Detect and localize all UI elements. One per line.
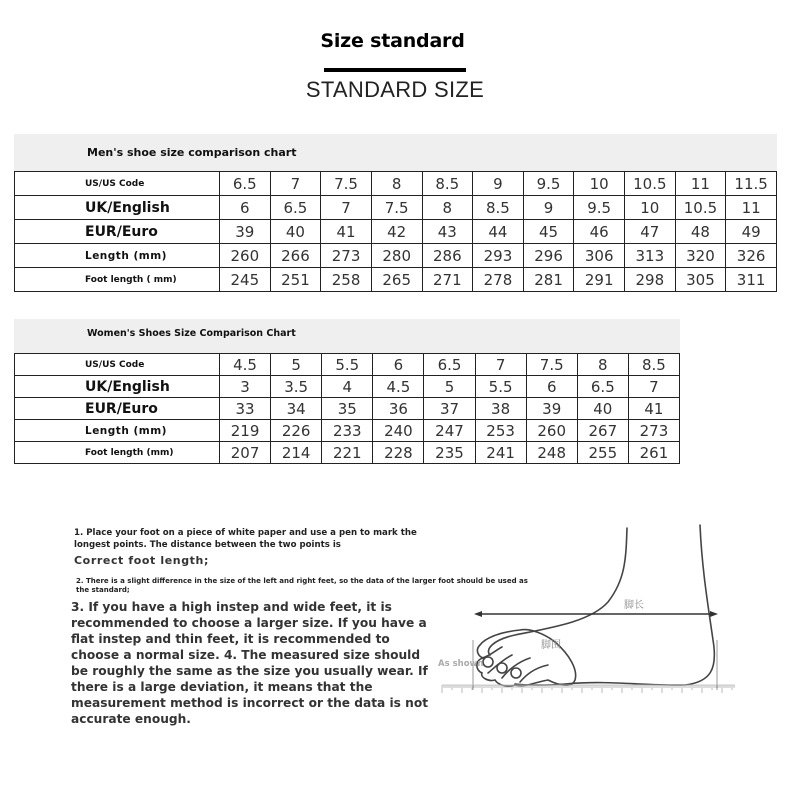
size-cell: 5.5 bbox=[322, 354, 373, 376]
size-cell: 46 bbox=[574, 220, 625, 244]
women-chart-title: Women's Shoes Size Comparison Chart bbox=[87, 328, 296, 339]
size-cell: 298 bbox=[625, 268, 676, 292]
table-row bbox=[15, 196, 777, 220]
size-cell: 311 bbox=[726, 268, 777, 292]
size-cell: 7 bbox=[475, 354, 526, 376]
size-cell: 4 bbox=[322, 376, 373, 398]
size-cell: 271 bbox=[422, 268, 473, 292]
size-cell: 45 bbox=[523, 220, 574, 244]
size-cell: 8 bbox=[371, 172, 422, 196]
ruler bbox=[442, 685, 734, 693]
size-cell: 219 bbox=[220, 420, 271, 442]
size-cell: 280 bbox=[371, 244, 422, 268]
size-cell: 6.5 bbox=[270, 196, 321, 220]
size-cell: 43 bbox=[422, 220, 473, 244]
size-cell: 296 bbox=[523, 244, 574, 268]
size-cell: 48 bbox=[675, 220, 726, 244]
size-cell: 49 bbox=[726, 220, 777, 244]
size-cell: 278 bbox=[473, 268, 524, 292]
size-cell: 9.5 bbox=[574, 196, 625, 220]
size-cell: 8 bbox=[422, 196, 473, 220]
foot-measurement-illustration bbox=[430, 510, 750, 700]
size-cell: 5 bbox=[424, 376, 475, 398]
size-cell: 258 bbox=[321, 268, 372, 292]
size-cell: 273 bbox=[321, 244, 372, 268]
size-cell: 7 bbox=[628, 376, 679, 398]
size-cell: 6 bbox=[220, 196, 271, 220]
table-row bbox=[15, 172, 777, 196]
size-cell: 233 bbox=[322, 420, 373, 442]
size-cell: 306 bbox=[574, 244, 625, 268]
size-cell: 7 bbox=[270, 172, 321, 196]
table-row bbox=[15, 376, 680, 398]
size-cell: 305 bbox=[675, 268, 726, 292]
heel-line bbox=[515, 525, 714, 685]
table-row bbox=[15, 398, 680, 420]
row-label: US/US Code bbox=[15, 172, 220, 196]
size-cell: 241 bbox=[475, 442, 526, 464]
instruction-step-3-4: 3. If you have a high instep and wide feet, it is recommended to choose a larger size. If you have a flat instep and thin feet, it is recommended to choose a normal size. 4. The measured size should be roughly the same as the size you usually wear. If there is a large deviation, it means that the measurement method is incorrect or the data is not accurate enough. bbox=[71, 600, 429, 726]
size-cell: 286 bbox=[422, 244, 473, 268]
size-cell: 7.5 bbox=[526, 354, 577, 376]
size-cell: 265 bbox=[371, 268, 422, 292]
size-cell: 267 bbox=[577, 420, 628, 442]
size-cell: 10.5 bbox=[625, 172, 676, 196]
size-cell: 41 bbox=[321, 220, 372, 244]
size-cell: 6 bbox=[526, 376, 577, 398]
size-cell: 214 bbox=[271, 442, 322, 464]
title-divider bbox=[324, 68, 466, 72]
as-shown-label: As shown bbox=[438, 659, 484, 669]
size-cell: 11 bbox=[726, 196, 777, 220]
row-label: UK/English bbox=[15, 376, 220, 398]
size-cell: 42 bbox=[371, 220, 422, 244]
size-cell: 9 bbox=[523, 196, 574, 220]
size-cell: 9.5 bbox=[523, 172, 574, 196]
size-cell: 11.5 bbox=[726, 172, 777, 196]
size-cell: 326 bbox=[726, 244, 777, 268]
instruction-step-2: 2. There is a slight difference in the size of the left and right feet, so the data of the larger foot should be used as the standard; bbox=[76, 577, 528, 594]
size-cell: 34 bbox=[271, 398, 322, 420]
size-cell: 40 bbox=[270, 220, 321, 244]
page-subtitle: STANDARD SIZE bbox=[305, 77, 485, 102]
table-row bbox=[15, 244, 777, 268]
size-cell: 245 bbox=[220, 268, 271, 292]
men-chart-title: Men's shoe size comparison chart bbox=[87, 146, 297, 159]
size-cell: 261 bbox=[628, 442, 679, 464]
size-cell: 39 bbox=[220, 220, 271, 244]
size-cell: 248 bbox=[526, 442, 577, 464]
size-cell: 255 bbox=[577, 442, 628, 464]
table-row bbox=[15, 420, 680, 442]
size-cell: 235 bbox=[424, 442, 475, 464]
size-cell: 6.5 bbox=[424, 354, 475, 376]
row-label: Length (mm) bbox=[15, 420, 220, 442]
women-size-table bbox=[14, 353, 680, 464]
table-row bbox=[15, 354, 680, 376]
size-cell: 320 bbox=[675, 244, 726, 268]
size-cell: 8.5 bbox=[628, 354, 679, 376]
size-cell: 226 bbox=[271, 420, 322, 442]
row-label: Foot length ( mm) bbox=[15, 268, 220, 292]
size-cell: 291 bbox=[574, 268, 625, 292]
size-cell: 10 bbox=[574, 172, 625, 196]
size-cell: 9 bbox=[473, 172, 524, 196]
size-cell: 7.5 bbox=[371, 196, 422, 220]
instruction-correct-foot-length: Correct foot length; bbox=[74, 554, 209, 567]
size-cell: 3.5 bbox=[271, 376, 322, 398]
size-cell: 8 bbox=[577, 354, 628, 376]
size-cell: 8.5 bbox=[422, 172, 473, 196]
size-cell: 11 bbox=[675, 172, 726, 196]
size-cell: 240 bbox=[373, 420, 424, 442]
size-cell: 8.5 bbox=[473, 196, 524, 220]
size-cell: 39 bbox=[526, 398, 577, 420]
size-cell: 36 bbox=[373, 398, 424, 420]
row-label: EUR/Euro bbox=[15, 220, 220, 244]
foot-length-label: 脚长 bbox=[624, 600, 644, 611]
size-cell: 5 bbox=[271, 354, 322, 376]
size-cell: 7 bbox=[321, 196, 372, 220]
size-cell: 6.5 bbox=[220, 172, 271, 196]
size-cell: 260 bbox=[220, 244, 271, 268]
page-title: Size standard bbox=[320, 30, 465, 52]
size-cell: 3 bbox=[220, 376, 271, 398]
size-cell: 10 bbox=[625, 196, 676, 220]
size-cell: 37 bbox=[424, 398, 475, 420]
table-row bbox=[15, 268, 777, 292]
size-cell: 253 bbox=[475, 420, 526, 442]
size-cell: 40 bbox=[577, 398, 628, 420]
size-cell: 228 bbox=[373, 442, 424, 464]
size-cell: 6.5 bbox=[577, 376, 628, 398]
row-label: UK/English bbox=[15, 196, 220, 220]
men-size-table bbox=[14, 171, 777, 292]
row-label: Length (mm) bbox=[15, 244, 220, 268]
size-cell: 221 bbox=[322, 442, 373, 464]
foot-girth-label: 脚围 bbox=[541, 640, 561, 651]
table-row bbox=[15, 220, 777, 244]
size-cell: 281 bbox=[523, 268, 574, 292]
size-cell: 10.5 bbox=[675, 196, 726, 220]
row-label: US/US Code bbox=[15, 354, 220, 376]
size-cell: 273 bbox=[628, 420, 679, 442]
size-cell: 313 bbox=[625, 244, 676, 268]
size-cell: 260 bbox=[526, 420, 577, 442]
size-cell: 41 bbox=[628, 398, 679, 420]
size-cell: 6 bbox=[373, 354, 424, 376]
size-cell: 4.5 bbox=[373, 376, 424, 398]
size-cell: 251 bbox=[270, 268, 321, 292]
size-cell: 47 bbox=[625, 220, 676, 244]
row-label: EUR/Euro bbox=[15, 398, 220, 420]
size-cell: 207 bbox=[220, 442, 271, 464]
size-cell: 7.5 bbox=[321, 172, 372, 196]
size-cell: 247 bbox=[424, 420, 475, 442]
row-label: Foot length (mm) bbox=[15, 442, 220, 464]
instruction-step-1: 1. Place your foot on a piece of white paper and use a pen to mark the longest points. The distance between the two points is bbox=[74, 528, 417, 550]
size-cell: 5.5 bbox=[475, 376, 526, 398]
size-cell: 266 bbox=[270, 244, 321, 268]
size-cell: 38 bbox=[475, 398, 526, 420]
table-row bbox=[15, 442, 680, 464]
size-cell: 35 bbox=[322, 398, 373, 420]
size-cell: 4.5 bbox=[220, 354, 271, 376]
size-cell: 44 bbox=[473, 220, 524, 244]
size-cell: 293 bbox=[473, 244, 524, 268]
size-cell: 33 bbox=[220, 398, 271, 420]
